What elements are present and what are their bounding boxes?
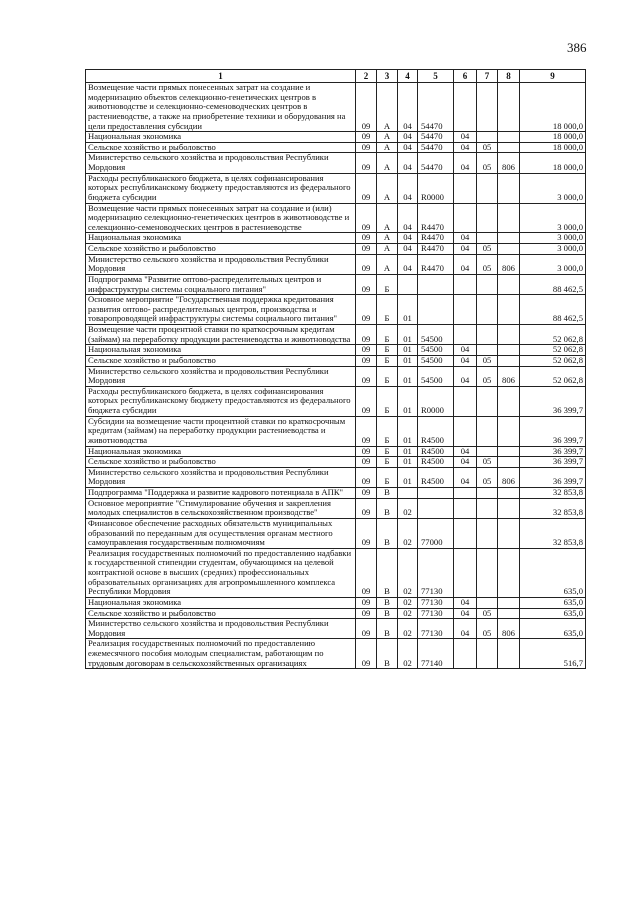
code-section (454, 386, 477, 416)
code-subprogram: А (377, 173, 398, 203)
table-row (86, 619, 586, 639)
code-subprogram: Б (377, 446, 398, 457)
code-expense-type (498, 597, 520, 608)
table-row (86, 142, 586, 153)
code-program: 09 (356, 446, 377, 457)
code-activity: 04 (398, 244, 418, 255)
header-col-3: 3 (377, 70, 398, 83)
row-name: Возмещение части прямых понесенных затрат на создание и (или) модернизацию селекционно-генетических центров в животноводстве и селекционно-семеноводческих центров в растениеводстве (86, 203, 356, 233)
code-subsection: 05 (477, 366, 498, 386)
code-expense-type (498, 608, 520, 619)
code-program: 09 (356, 254, 377, 274)
table-row (86, 639, 586, 669)
code-section: 04 (454, 366, 477, 386)
amount: 36 399,7 (520, 416, 586, 446)
table-row (86, 233, 586, 244)
code-activity: 01 (398, 457, 418, 468)
code-subprogram: В (377, 608, 398, 619)
code-activity (398, 488, 418, 499)
code-subsection (477, 274, 498, 294)
code-subprogram: А (377, 153, 398, 173)
code-subsection (477, 639, 498, 669)
code-direction: 54500 (418, 355, 454, 366)
row-name: Подпрограмма "Развитие оптово-распределительных центров и инфраструктуры системы социального питания" (86, 274, 356, 294)
code-section: 04 (454, 608, 477, 619)
header-col-1: 1 (86, 70, 356, 83)
code-section (454, 173, 477, 203)
code-expense-type (498, 548, 520, 597)
code-program: 09 (356, 457, 377, 468)
code-subsection: 05 (477, 467, 498, 487)
row-name: Сельское хозяйство и рыболовство (86, 608, 356, 619)
code-program: 09 (356, 325, 377, 345)
code-subprogram: А (377, 142, 398, 153)
code-subsection (477, 518, 498, 548)
code-section (454, 295, 477, 325)
code-subsection (477, 83, 498, 132)
code-subprogram: В (377, 619, 398, 639)
row-name: Сельское хозяйство и рыболовство (86, 457, 356, 468)
code-subsection (477, 446, 498, 457)
code-program: 09 (356, 416, 377, 446)
code-program: 09 (356, 355, 377, 366)
code-section (454, 203, 477, 233)
amount: 52 062,8 (520, 345, 586, 356)
code-expense-type (498, 142, 520, 153)
code-direction: 54470 (418, 153, 454, 173)
code-section: 04 (454, 142, 477, 153)
code-direction: R4470 (418, 233, 454, 244)
code-subsection (477, 325, 498, 345)
row-name: Сельское хозяйство и рыболовство (86, 355, 356, 366)
header-col-8: 8 (498, 70, 520, 83)
row-name: Реализация государственных полномочий по предоставлению ежемесячного пособия молодым специалистам, работающим по трудовым договорам в сельскохозяйственных организациях (86, 639, 356, 669)
code-expense-type (498, 325, 520, 345)
table-row (86, 416, 586, 446)
table-row (86, 173, 586, 203)
code-subsection (477, 345, 498, 356)
amount: 36 399,7 (520, 457, 586, 468)
table-row (86, 488, 586, 499)
table-row (86, 345, 586, 356)
code-program: 09 (356, 548, 377, 597)
amount: 516,7 (520, 639, 586, 669)
code-activity: 01 (398, 416, 418, 446)
code-activity: 02 (398, 639, 418, 669)
code-activity: 01 (398, 345, 418, 356)
code-direction: 77130 (418, 597, 454, 608)
code-expense-type: 806 (498, 366, 520, 386)
table-row (86, 457, 586, 468)
code-subsection (477, 203, 498, 233)
code-section: 04 (454, 619, 477, 639)
table-row (86, 446, 586, 457)
code-expense-type: 806 (498, 254, 520, 274)
code-subsection (477, 173, 498, 203)
amount: 36 399,7 (520, 467, 586, 487)
code-direction: R4470 (418, 203, 454, 233)
code-section: 04 (454, 597, 477, 608)
code-activity: 04 (398, 203, 418, 233)
code-section: 04 (454, 233, 477, 244)
code-subsection (477, 597, 498, 608)
code-direction: 77130 (418, 608, 454, 619)
code-expense-type: 806 (498, 467, 520, 487)
code-program: 09 (356, 274, 377, 294)
row-name: Министерство сельского хозяйства и продовольствия Республики Мордовия (86, 619, 356, 639)
header-col-4: 4 (398, 70, 418, 83)
code-expense-type (498, 83, 520, 132)
code-direction: 54500 (418, 366, 454, 386)
code-activity: 01 (398, 467, 418, 487)
code-subsection (477, 416, 498, 446)
table-row (86, 355, 586, 366)
amount: 52 062,8 (520, 325, 586, 345)
code-section (454, 639, 477, 669)
code-section: 04 (454, 345, 477, 356)
code-activity: 04 (398, 83, 418, 132)
code-expense-type (498, 274, 520, 294)
amount: 88 462,5 (520, 274, 586, 294)
code-direction: 77130 (418, 619, 454, 639)
row-name: Подпрограмма "Поддержка и развитие кадрового потенциала в АПК" (86, 488, 356, 499)
code-activity: 01 (398, 355, 418, 366)
amount: 3 000,0 (520, 203, 586, 233)
code-subprogram: Б (377, 467, 398, 487)
code-subprogram: А (377, 132, 398, 143)
page-number: 386 (567, 40, 587, 55)
code-activity: 02 (398, 518, 418, 548)
table-row (86, 597, 586, 608)
code-section: 04 (454, 244, 477, 255)
code-subsection: 05 (477, 608, 498, 619)
amount: 635,0 (520, 608, 586, 619)
code-subprogram: В (377, 518, 398, 548)
code-program: 09 (356, 295, 377, 325)
code-program: 09 (356, 488, 377, 499)
row-name: Сельское хозяйство и рыболовство (86, 142, 356, 153)
code-expense-type (498, 446, 520, 457)
row-name: Реализация государственных полномочий по предоставлению надбавки к государственной стипендии студентам, обучающимся на целевой контрактной основе в высших (средних) профессиональных образовательных организациях для агропромышленного комплекса Республики Мордовия (86, 548, 356, 597)
table-row (86, 366, 586, 386)
code-expense-type: 806 (498, 619, 520, 639)
code-direction: R4500 (418, 446, 454, 457)
code-subprogram: Б (377, 366, 398, 386)
table-body (86, 83, 586, 669)
code-activity: 04 (398, 132, 418, 143)
table-row (86, 83, 586, 132)
code-direction: 54500 (418, 325, 454, 345)
code-program: 09 (356, 173, 377, 203)
amount: 52 062,8 (520, 355, 586, 366)
code-subsection (477, 386, 498, 416)
code-subprogram: В (377, 548, 398, 597)
code-expense-type (498, 173, 520, 203)
code-section: 04 (454, 446, 477, 457)
code-activity: 04 (398, 254, 418, 274)
code-program: 09 (356, 597, 377, 608)
code-section (454, 518, 477, 548)
row-name: Министерство сельского хозяйства и продовольствия Республики Мордовия (86, 153, 356, 173)
code-subsection (477, 295, 498, 325)
table-row (86, 467, 586, 487)
row-name: Сельское хозяйство и рыболовство (86, 244, 356, 255)
code-program: 09 (356, 518, 377, 548)
code-expense-type (498, 233, 520, 244)
code-subprogram: Б (377, 355, 398, 366)
code-expense-type (498, 416, 520, 446)
row-name: Национальная экономика (86, 132, 356, 143)
row-name: Расходы республиканского бюджета, в целях софинансирования которых республиканскому бюджету предоставляются из федерального бюджета субсидии (86, 386, 356, 416)
code-subprogram: Б (377, 325, 398, 345)
code-subsection (477, 548, 498, 597)
code-program: 09 (356, 83, 377, 132)
code-subsection (477, 488, 498, 499)
code-program: 09 (356, 498, 377, 518)
code-subprogram: А (377, 83, 398, 132)
amount: 18 000,0 (520, 83, 586, 132)
code-subsection: 05 (477, 619, 498, 639)
header-col-9: 9 (520, 70, 586, 83)
table-row (86, 386, 586, 416)
amount: 635,0 (520, 597, 586, 608)
code-section (454, 488, 477, 499)
code-subsection: 05 (477, 254, 498, 274)
code-program: 09 (356, 467, 377, 487)
table-row (86, 254, 586, 274)
code-activity: 04 (398, 153, 418, 173)
row-name: Министерство сельского хозяйства и продовольствия Республики Мордовия (86, 467, 356, 487)
amount: 635,0 (520, 619, 586, 639)
code-section: 04 (454, 153, 477, 173)
amount: 3 000,0 (520, 254, 586, 274)
code-expense-type (498, 386, 520, 416)
table-row (86, 548, 586, 597)
code-subprogram: Б (377, 274, 398, 294)
code-section (454, 325, 477, 345)
code-subprogram: В (377, 498, 398, 518)
code-direction: R0000 (418, 173, 454, 203)
code-activity: 01 (398, 446, 418, 457)
code-activity: 01 (398, 366, 418, 386)
code-program: 09 (356, 153, 377, 173)
code-program: 09 (356, 142, 377, 153)
row-name: Финансовое обеспечение расходных обязательств муниципальных образований по переданным для осуществления органам местного самоуправления государственным полномочиям (86, 518, 356, 548)
amount: 18 000,0 (520, 153, 586, 173)
code-program: 09 (356, 203, 377, 233)
amount: 18 000,0 (520, 142, 586, 153)
header-col-2: 2 (356, 70, 377, 83)
code-subprogram: Б (377, 345, 398, 356)
code-subprogram: Б (377, 457, 398, 468)
code-program: 09 (356, 233, 377, 244)
code-direction: R4500 (418, 416, 454, 446)
amount: 88 462,5 (520, 295, 586, 325)
code-section: 04 (454, 467, 477, 487)
code-subprogram: В (377, 639, 398, 669)
code-expense-type: 806 (498, 153, 520, 173)
row-name: Национальная экономика (86, 345, 356, 356)
code-expense-type (498, 355, 520, 366)
code-section (454, 83, 477, 132)
code-program: 09 (356, 386, 377, 416)
code-section: 04 (454, 355, 477, 366)
code-program: 09 (356, 619, 377, 639)
code-section (454, 416, 477, 446)
amount: 52 062,8 (520, 366, 586, 386)
table-row (86, 244, 586, 255)
code-subsection (477, 132, 498, 143)
table-row (86, 498, 586, 518)
table-header (86, 70, 586, 83)
code-expense-type (498, 345, 520, 356)
code-direction: 77000 (418, 518, 454, 548)
code-direction: 54470 (418, 142, 454, 153)
amount: 3 000,0 (520, 233, 586, 244)
code-subsection: 05 (477, 244, 498, 255)
amount: 32 853,8 (520, 488, 586, 499)
code-subsection: 05 (477, 355, 498, 366)
row-name: Возмещение части процентной ставки по краткосрочным кредитам (займам) на переработку продукции растениеводства и животноводства (86, 325, 356, 345)
code-section: 04 (454, 457, 477, 468)
code-direction: R0000 (418, 386, 454, 416)
code-activity: 01 (398, 325, 418, 345)
row-name: Национальная экономика (86, 597, 356, 608)
code-section: 04 (454, 254, 477, 274)
code-expense-type (498, 488, 520, 499)
code-direction: R4500 (418, 467, 454, 487)
code-expense-type (498, 639, 520, 669)
code-expense-type (498, 132, 520, 143)
code-subsection: 05 (477, 457, 498, 468)
code-activity (398, 274, 418, 294)
code-expense-type (498, 457, 520, 468)
row-name: Основное мероприятие "Государственная поддержка кредитования развития оптово- распределительных центров, производства и товаропроводящей инфраструктуры системы социального питания" (86, 295, 356, 325)
table-row (86, 203, 586, 233)
row-name: Национальная экономика (86, 233, 356, 244)
code-subprogram: А (377, 254, 398, 274)
code-activity: 02 (398, 608, 418, 619)
row-name: Национальная экономика (86, 446, 356, 457)
code-direction (418, 498, 454, 518)
code-direction: 54470 (418, 132, 454, 143)
code-activity: 04 (398, 173, 418, 203)
header-col-5: 5 (418, 70, 454, 83)
code-direction: 54500 (418, 345, 454, 356)
code-subsection: 05 (477, 142, 498, 153)
code-program: 09 (356, 345, 377, 356)
code-activity: 02 (398, 498, 418, 518)
code-program: 09 (356, 366, 377, 386)
table-row (86, 608, 586, 619)
code-program: 09 (356, 639, 377, 669)
table-row (86, 274, 586, 294)
amount: 32 853,8 (520, 518, 586, 548)
code-direction: 54470 (418, 83, 454, 132)
amount: 36 399,7 (520, 446, 586, 457)
header-col-6: 6 (454, 70, 477, 83)
code-section (454, 548, 477, 597)
amount: 36 399,7 (520, 386, 586, 416)
code-subprogram: Б (377, 295, 398, 325)
row-name: Основное мероприятие "Стимулирование обучения и закрепления молодых специалистов в сельскохозяйственном производстве" (86, 498, 356, 518)
code-expense-type (498, 518, 520, 548)
code-direction (418, 488, 454, 499)
table-row (86, 325, 586, 345)
amount: 3 000,0 (520, 173, 586, 203)
row-name: Возмещение части прямых понесенных затрат на создание и модернизацию объектов селекционно-генетических центров в животноводстве и селекционно-семеноводческих центров в растениеводстве, а также на приобретение техники и оборудования на цели предоставления субсидии (86, 83, 356, 132)
amount: 32 853,8 (520, 498, 586, 518)
amount: 635,0 (520, 548, 586, 597)
amount: 18 000,0 (520, 132, 586, 143)
table-row (86, 153, 586, 173)
code-direction: R4470 (418, 254, 454, 274)
code-program: 09 (356, 244, 377, 255)
code-direction: 77130 (418, 548, 454, 597)
amount: 3 000,0 (520, 244, 586, 255)
code-subprogram: Б (377, 386, 398, 416)
budget-table (85, 69, 586, 669)
header-col-7: 7 (477, 70, 498, 83)
code-direction (418, 274, 454, 294)
code-direction: R4470 (418, 244, 454, 255)
code-activity: 01 (398, 386, 418, 416)
code-activity: 04 (398, 233, 418, 244)
code-activity: 01 (398, 295, 418, 325)
code-expense-type (498, 295, 520, 325)
code-subprogram: А (377, 233, 398, 244)
table-row (86, 295, 586, 325)
code-section (454, 498, 477, 518)
row-name: Министерство сельского хозяйства и продовольствия Республики Мордовия (86, 254, 356, 274)
code-activity: 04 (398, 142, 418, 153)
code-expense-type (498, 203, 520, 233)
code-subsection (477, 498, 498, 518)
code-expense-type (498, 244, 520, 255)
code-expense-type (498, 498, 520, 518)
code-subprogram: Б (377, 416, 398, 446)
row-name: Министерство сельского хозяйства и продовольствия Республики Мордовия (86, 366, 356, 386)
code-direction: R4500 (418, 457, 454, 468)
code-direction (418, 295, 454, 325)
code-subprogram: А (377, 203, 398, 233)
code-section: 04 (454, 132, 477, 143)
code-section (454, 274, 477, 294)
code-subprogram: А (377, 244, 398, 255)
code-activity: 02 (398, 597, 418, 608)
table-row (86, 132, 586, 143)
code-subprogram: В (377, 597, 398, 608)
code-program: 09 (356, 132, 377, 143)
row-name: Расходы республиканского бюджета, в целях софинансирования которых республиканскому бюджету предоставляются из федерального бюджета субсидии (86, 173, 356, 203)
code-subsection (477, 233, 498, 244)
code-program: 09 (356, 608, 377, 619)
header-row (86, 70, 586, 83)
code-activity: 02 (398, 548, 418, 597)
code-subsection: 05 (477, 153, 498, 173)
table-row (86, 518, 586, 548)
code-direction: 77140 (418, 639, 454, 669)
code-activity: 02 (398, 619, 418, 639)
row-name: Субсидии на возмещение части процентной ставки по краткосрочным кредитам (займам) на переработку продукции растениеводства и животноводства (86, 416, 356, 446)
code-subprogram: В (377, 488, 398, 499)
